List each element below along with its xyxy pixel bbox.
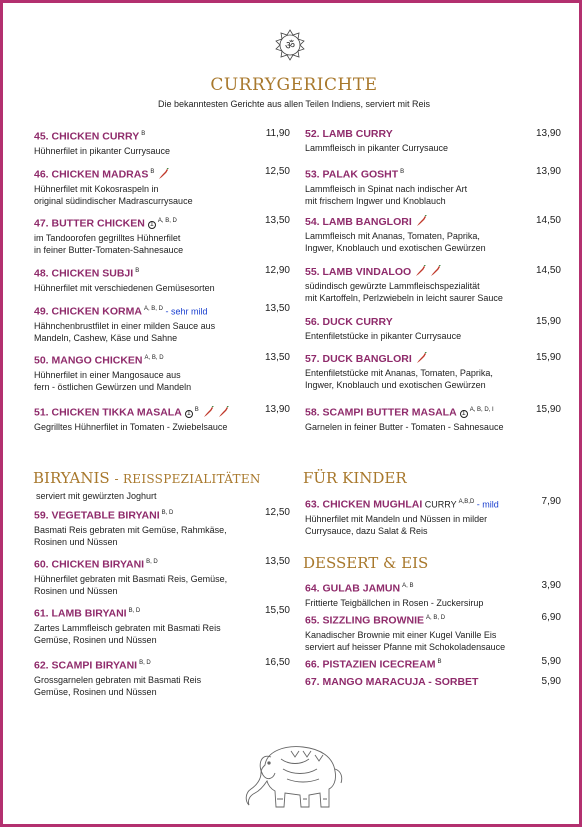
- dish-name: 67. MANGO MARACUJA - SORBET: [305, 676, 479, 688]
- dish-name-line: [34, 166, 290, 182]
- allergen-codes: A, B, D, I: [469, 407, 494, 413]
- dish-name-extra: CURRY: [422, 499, 457, 510]
- menu-item: [34, 556, 290, 597]
- allergen-codes: B: [194, 407, 199, 413]
- dish-name-line: [34, 265, 290, 281]
- allergen-codes: A,B,D: [458, 499, 475, 505]
- menu-item: [34, 215, 290, 256]
- menu-item: [305, 656, 561, 672]
- dish-name-line: [305, 580, 561, 596]
- dish-description: Hühnerfilet in pikanter Currysauce: [34, 145, 171, 156]
- dish-name-line: [305, 128, 561, 141]
- mild-label: - mild: [474, 499, 499, 510]
- dish-name-line: [305, 404, 561, 420]
- allergen-codes: B: [150, 169, 155, 175]
- dish-name: 65. SIZZLING BROWNIE: [305, 614, 425, 627]
- allergen-codes: B, D: [161, 510, 174, 516]
- menu-item: [305, 128, 561, 154]
- menu-item: [305, 580, 561, 609]
- dish-description: Hühnerfilet gebraten mit Basmati Reis, Gemüse,: [34, 573, 228, 584]
- dish-name-line: [305, 676, 561, 689]
- dish-name-line: [34, 507, 290, 523]
- dish-description: Currysauce, dazu Salat & Reis: [305, 525, 428, 536]
- dish-description: fern - östlichen Gewürzen und Mandeln: [34, 381, 192, 392]
- dish-price: 13,90: [535, 166, 561, 177]
- dish-price: 15,90: [535, 316, 561, 327]
- additive-marker: 1: [185, 410, 193, 418]
- dish-price: 15,50: [264, 605, 290, 616]
- elephant-illustration: [237, 735, 349, 811]
- dish-name: 57. DUCK BANGLORI: [305, 353, 412, 365]
- dish-name-line: [34, 605, 290, 621]
- biryani-subtitle: serviert mit gewürzten Joghurt: [36, 491, 157, 501]
- chili-icon: [217, 406, 229, 418]
- dish-name-line: [305, 215, 561, 229]
- dish-name-line: [305, 265, 561, 279]
- dish-description: Hühnerfilet mit Mandeln und Nüssen in milder: [305, 513, 488, 524]
- dish-name: 49. CHICKEN KORMA: [34, 305, 142, 318]
- dish-description: Ingwer, Knoblauch und exotischen Gewürzen: [305, 380, 486, 390]
- dish-name-line: [305, 612, 561, 628]
- page-subtitle: Die bekanntesten Gerichte aus allen Teilen Indiens, serviert mit Reis: [158, 99, 430, 109]
- dish-description: Hühnerfilet in einer Mangosauce aus: [34, 369, 181, 380]
- dish-name: 64. GULAB JAMUN: [305, 582, 401, 595]
- dish-price: 13,50: [264, 215, 290, 226]
- dish-name-line: [34, 556, 290, 572]
- menu-item: [34, 166, 290, 207]
- allergen-codes: B: [437, 659, 442, 665]
- dish-price: 5,90: [541, 656, 561, 667]
- menu-item: [34, 404, 290, 433]
- dish-description: Mandeln, Cashew, Käse und Sahne: [34, 332, 178, 343]
- dish-name: 46. CHICKEN MADRAS: [34, 168, 149, 181]
- dish-price: 15,90: [535, 404, 561, 415]
- dish-description: Grossgarnelen gebraten mit Basmati Reis: [34, 674, 202, 685]
- dish-name: 66. PISTAZIEN ICECREAM: [305, 658, 436, 671]
- dish-description: Zartes Lammfleisch gebraten mit Basmati Reis: [34, 622, 221, 633]
- dish-name: 59. VEGETABLE BIRYANI: [34, 509, 160, 522]
- dish-price: 12,50: [264, 507, 290, 518]
- biryani-heading: [33, 469, 261, 487]
- dish-description: Lammfleisch mit Ananas, Tomaten, Paprika,: [305, 231, 480, 241]
- menu-item: [305, 166, 561, 207]
- menu-item: [34, 605, 290, 646]
- dish-description: Kanadischer Brownie mit einer Kugel Vanille Eis: [305, 629, 497, 640]
- dish-description: mit frischem Ingwer und Knoblauch: [305, 195, 446, 206]
- dish-description: Rosinen und Nüssen: [34, 585, 118, 596]
- dish-name: 47. BUTTER CHICKEN: [34, 217, 145, 230]
- kinder-heading: FÜR KINDER: [303, 469, 407, 487]
- dish-name-line: [34, 215, 290, 231]
- svg-text:ॐ: ॐ: [284, 39, 296, 52]
- menu-item: [34, 265, 290, 294]
- dish-name: 56. DUCK CURRY: [305, 316, 393, 328]
- allergen-codes: B, D: [128, 608, 141, 614]
- dish-name-line: [34, 404, 290, 420]
- allergen-codes: A, B: [402, 583, 414, 589]
- dish-description: Lammfleisch in pikanter Currysauce: [305, 143, 449, 153]
- menu-item: [34, 507, 290, 548]
- dish-price: 16,50: [264, 657, 290, 668]
- dish-name: 48. CHICKEN SUBJI: [34, 267, 134, 280]
- allergen-codes: B, D: [146, 559, 158, 565]
- menu-item: [305, 404, 561, 433]
- dish-name-line: [305, 166, 561, 182]
- additive-marker: 1: [460, 410, 468, 418]
- dish-name: 62. SCAMPI BIRYANI: [34, 659, 138, 672]
- biryani-title-small: - REISSPEZIALITÄTEN: [114, 472, 261, 486]
- menu-item: [34, 657, 290, 698]
- dish-description: in feiner Butter-Tomaten-Sahnesauce: [34, 244, 184, 255]
- dish-description: Gegrilltes Hühnerfilet in Tomaten - Zwiebelsauce: [34, 421, 228, 432]
- menu-item: [34, 128, 290, 157]
- dish-price: 14,50: [535, 215, 561, 226]
- menu-item: [305, 496, 561, 537]
- dish-description: Rosinen und Nüssen: [34, 536, 118, 547]
- dish-description: Basmati Reis gebraten mit Gemüse, Rahmkäse,: [34, 524, 227, 535]
- mild-label: - sehr mild: [162, 306, 208, 317]
- dish-description: Ingwer, Knoblauch und exotischen Gewürzen: [305, 243, 486, 253]
- dish-name-line: [305, 316, 561, 329]
- dish-name: 61. LAMB BIRYANI: [34, 607, 127, 620]
- menu-item: [305, 612, 561, 653]
- dish-price: 12,90: [264, 265, 290, 276]
- allergen-codes: B: [135, 268, 140, 274]
- dish-description: Hühnerfilet mit Kokosraspeln in: [34, 183, 159, 194]
- dish-price: 13,90: [535, 128, 561, 139]
- dish-price: 11,90: [265, 128, 290, 139]
- chili-icon: [415, 215, 427, 227]
- dish-description: serviert auf heisser Pfanne mit Schokoladensauce: [305, 641, 506, 652]
- chili-icon: [157, 168, 169, 180]
- dish-name-line: [34, 657, 290, 673]
- dish-price: 13,50: [264, 352, 290, 363]
- chili-icon: [414, 265, 426, 277]
- menu-item: [305, 316, 561, 342]
- allergen-codes: B, D: [139, 660, 151, 666]
- allergen-codes: A, B, D: [143, 306, 163, 312]
- page-title: CURRYGERICHTE: [210, 75, 378, 95]
- dish-name: 60. CHICKEN BIRYANI: [34, 558, 145, 571]
- dish-description: Hühnerfilet mit verschiedenen Gemüsesorten: [34, 282, 215, 293]
- dish-name-line: [305, 352, 561, 366]
- chili-icon: [415, 352, 427, 364]
- dish-description: Garnelen in feiner Butter - Tomaten - Sahnesauce: [305, 421, 504, 432]
- dish-price: 3,90: [541, 580, 561, 591]
- dish-price: 13,50: [264, 556, 290, 567]
- menu-item: [34, 352, 290, 393]
- chili-icon: [202, 406, 214, 418]
- om-lotus-icon: [272, 27, 308, 63]
- menu-item: [305, 352, 561, 391]
- dish-price: 13,50: [264, 303, 290, 314]
- allergen-codes: A, B, D: [144, 355, 164, 361]
- dish-price: 13,90: [264, 404, 290, 415]
- dish-description: Hähnchenbrustfilet in einer milden Sauce aus: [34, 320, 216, 331]
- dish-description: Frittierte Teigbällchen in Rosen - Zuckersirup: [305, 597, 484, 608]
- dish-description: Entenfiletstücke mit Ananas, Tomaten, Paprika,: [305, 368, 493, 378]
- menu-item: [34, 303, 290, 344]
- dish-description: im Tandoorofen gegrilltes Hühnerfilet: [34, 232, 181, 243]
- dish-price: 7,90: [541, 496, 561, 507]
- menu-item: [305, 215, 561, 254]
- allergen-codes: B: [400, 169, 405, 175]
- allergen-codes: A, B, D: [426, 615, 446, 621]
- dish-description: südindisch gewürzte Lammfleischspezialität: [305, 281, 480, 291]
- dish-name-line: [34, 352, 290, 368]
- dish-name-line: [34, 128, 290, 144]
- dish-name: 51. CHICKEN TIKKA MASALA: [34, 406, 182, 419]
- dish-description: Entenfiletstücke in pikanter Currysauce: [305, 331, 462, 341]
- additive-marker: 1: [148, 221, 156, 229]
- dish-name-line: [34, 303, 290, 319]
- menu-item: [305, 676, 561, 689]
- dish-name: 54. LAMB BANGLORI: [305, 216, 412, 228]
- dish-name: 50. MANGO CHICKEN: [34, 354, 143, 367]
- biryani-title: BIRYANIS: [33, 469, 110, 487]
- dish-description: Gemüse, Rosinen und Nüssen: [34, 686, 157, 697]
- dish-price: 5,90: [541, 676, 561, 687]
- dish-description: mit Kartoffeln, Perlzwiebeln in leicht saurer Sauce: [305, 293, 503, 303]
- menu-item: [305, 265, 561, 304]
- dish-name-line: [305, 656, 561, 672]
- dish-name: 58. SCAMPI BUTTER MASALA: [305, 406, 457, 419]
- dish-name-line: [305, 496, 561, 512]
- allergen-codes: A, B, D: [157, 218, 177, 224]
- dish-price: 6,90: [541, 612, 561, 623]
- dish-name: 63. CHICKEN MUGHLAI: [305, 498, 423, 511]
- dish-name: 52. LAMB CURRY: [305, 128, 393, 140]
- chili-icon: [429, 265, 441, 277]
- allergen-codes: B: [141, 131, 146, 137]
- dessert-heading: DESSERT & EIS: [303, 554, 429, 572]
- dish-price: 12,50: [264, 166, 290, 177]
- dish-name: 55. LAMB VINDALOO: [305, 266, 412, 278]
- dish-description: Gemüse, Rosinen und Nüssen: [34, 634, 157, 645]
- dish-description: original südindischer Madrascurrysauce: [34, 195, 193, 206]
- dish-price: 14,50: [535, 265, 561, 276]
- dish-description: Lammfleisch in Spinat nach indischer Art: [305, 183, 468, 194]
- dish-name: 45. CHICKEN CURRY: [34, 130, 140, 143]
- dish-price: 15,90: [535, 352, 561, 363]
- dish-name: 53. PALAK GOSHT: [305, 168, 399, 181]
